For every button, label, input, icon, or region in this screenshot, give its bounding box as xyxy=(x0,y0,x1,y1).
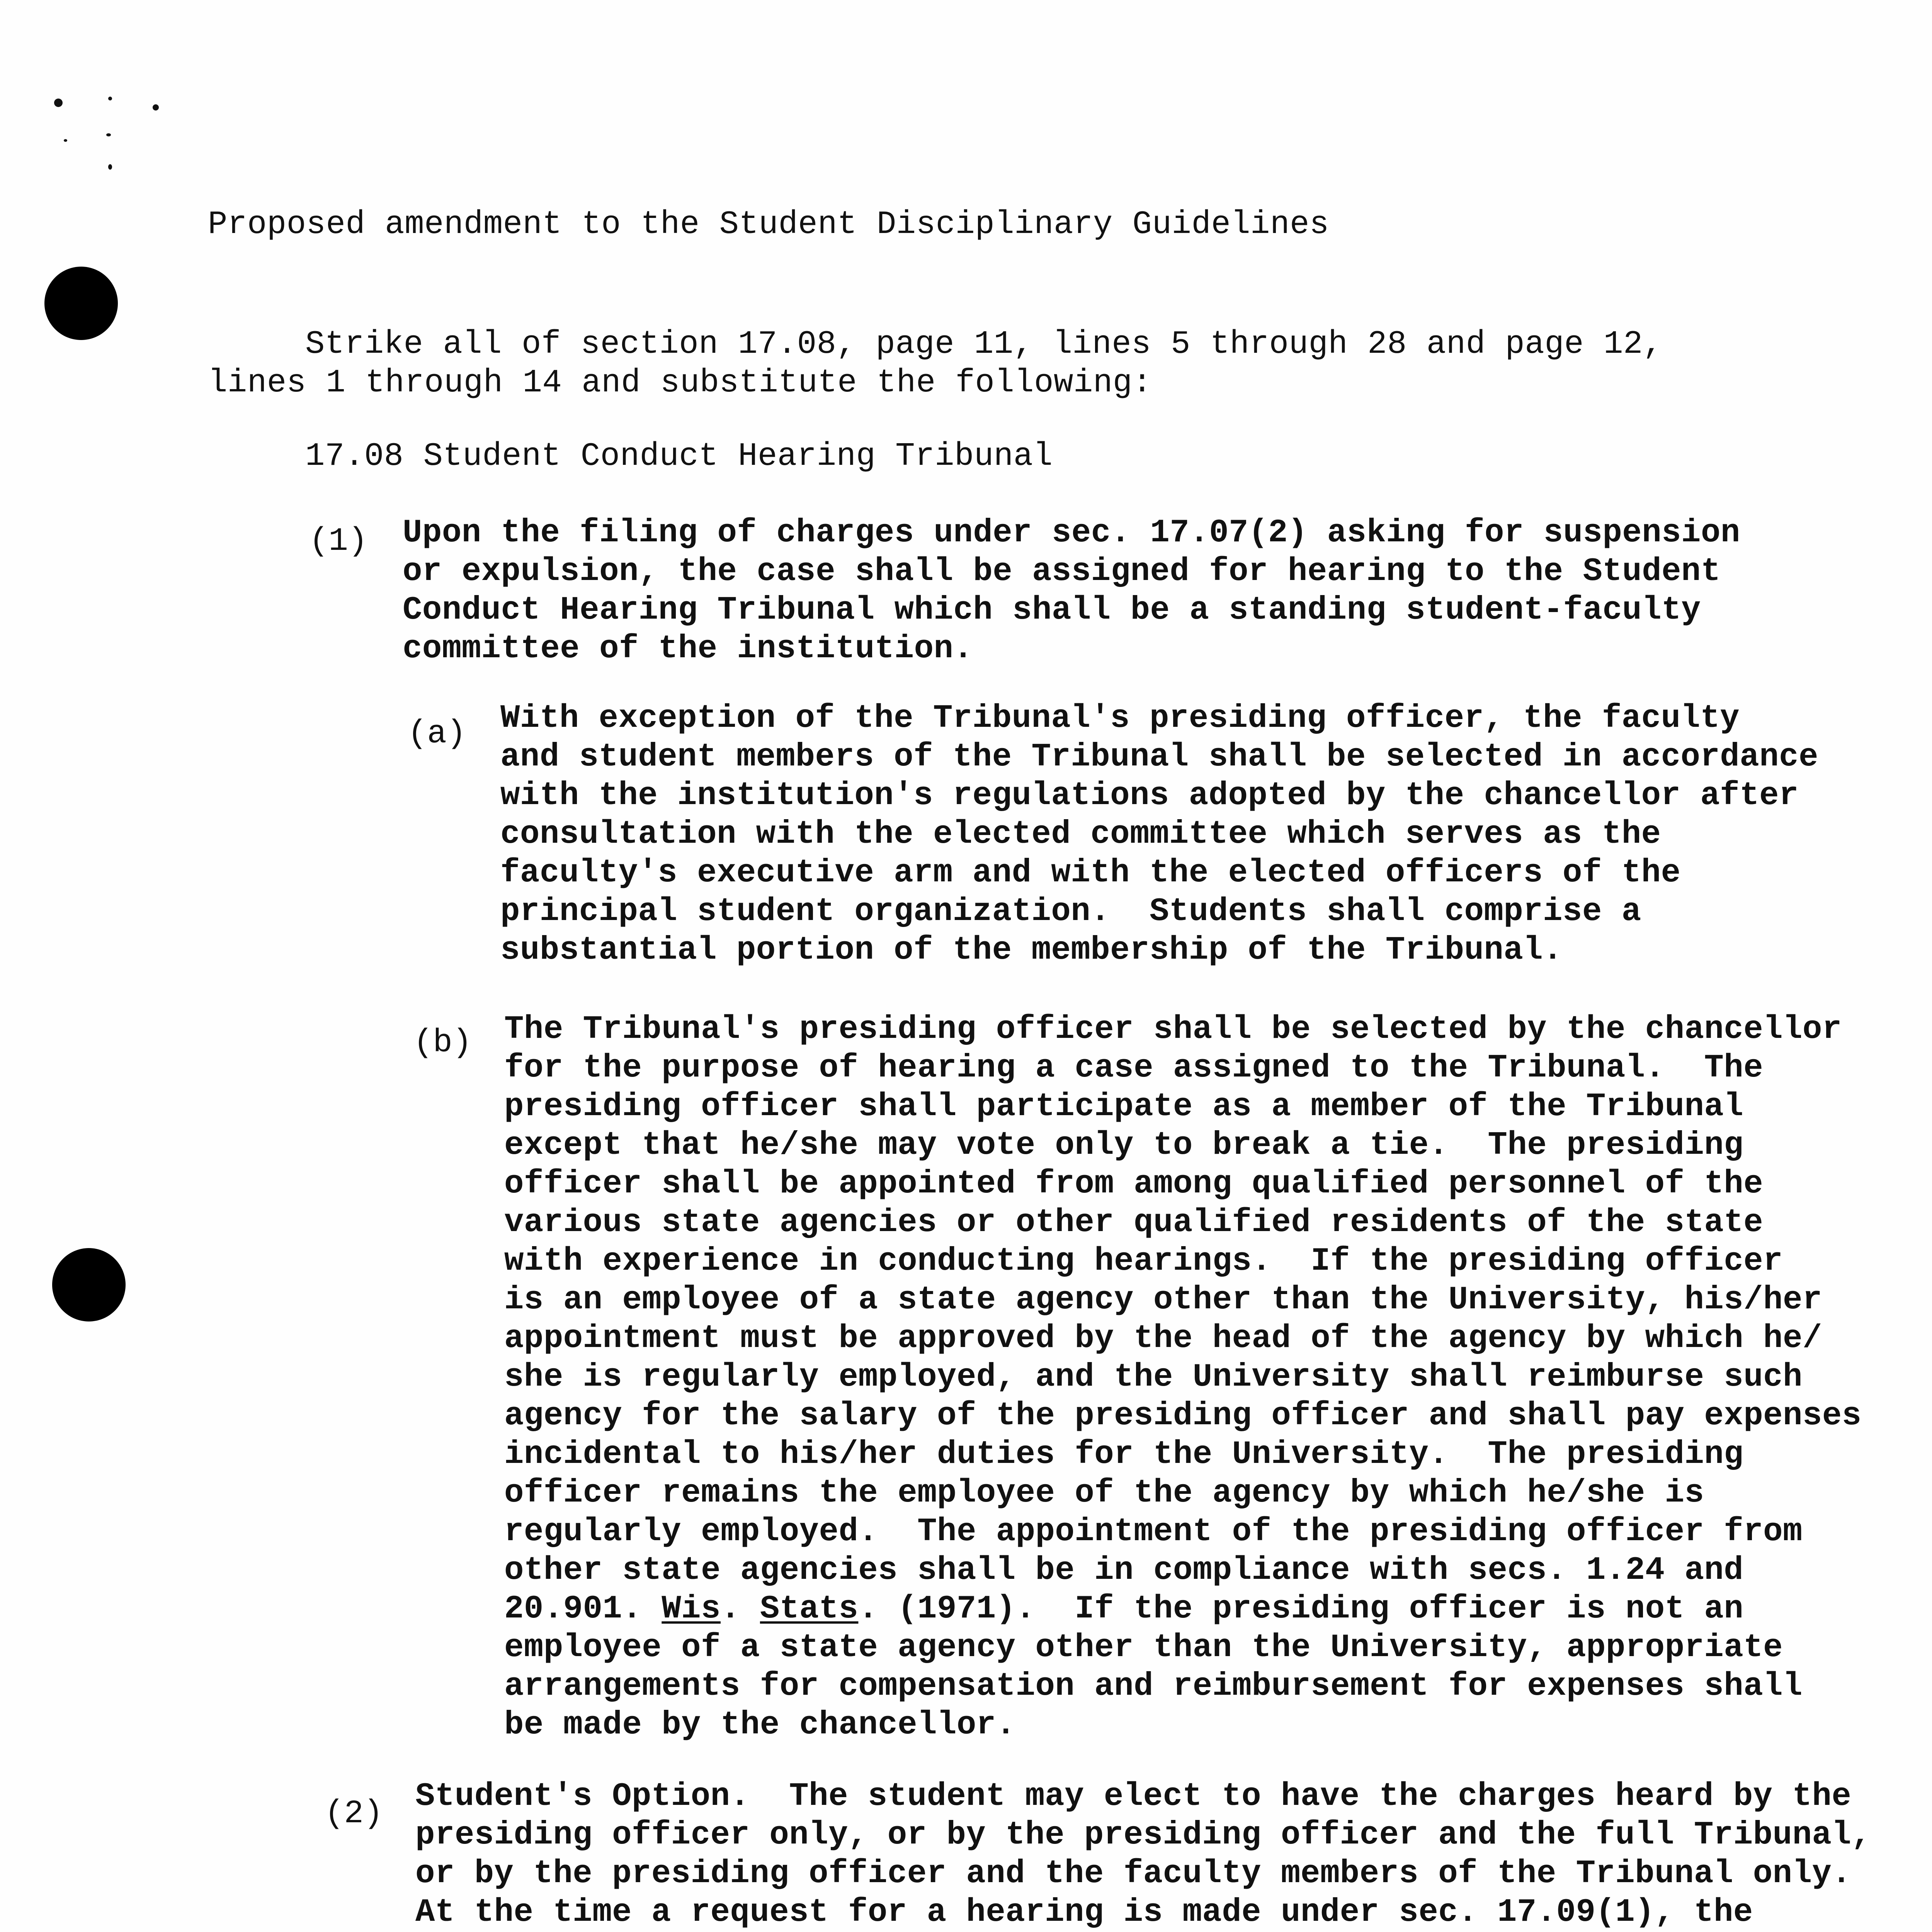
paragraph-a-label: (a) xyxy=(408,716,466,752)
scan-speck xyxy=(54,99,63,107)
citation-prefix: 20.901. xyxy=(504,1591,662,1628)
text-line: for the purpose of hearing a case assigned to the Tribunal. The xyxy=(504,1050,1764,1087)
text-line: Upon the filing of charges under sec. 17.07(2) asking for suspension xyxy=(403,515,1740,551)
subsection-1-label: (1) xyxy=(309,523,368,560)
text-line: The Tribunal's presiding officer shall be selected by the chancellor xyxy=(504,1011,1842,1048)
text-line: Student's Option. The student may elect to have the charges heard by the xyxy=(415,1778,1852,1815)
document-title: Proposed amendment to the Student Disciplinary Guidelines xyxy=(208,206,1329,243)
scan-speck xyxy=(106,133,111,136)
text-line: With exception of the Tribunal's presiding officer, the faculty xyxy=(500,700,1740,737)
text-line: officer shall be appointed from among qualified personnel of the xyxy=(504,1166,1764,1202)
instruction-line-2: lines 1 through 14 and substitute the following: xyxy=(208,365,1152,401)
punch-hole-top xyxy=(44,267,118,340)
text-line: At the time a request for a hearing is made under sec. 17.09(1), the xyxy=(415,1894,1753,1931)
text-line: with experience in conducting hearings. If the presiding officer xyxy=(504,1243,1783,1280)
citation-mid: . xyxy=(721,1591,760,1628)
text-line: Conduct Hearing Tribunal which shall be a standing student-faculty xyxy=(403,592,1701,629)
text-line: or by the presiding officer and the faculty members of the Tribunal only. xyxy=(415,1855,1852,1892)
paragraph-b-label: (b) xyxy=(413,1025,472,1061)
text-line: presiding officer only, or by the presiding officer and the full Tribunal, xyxy=(415,1817,1871,1854)
text-line: officer remains the employee of the agency by which he/she is xyxy=(504,1475,1704,1512)
paragraph-a-text xyxy=(500,699,1818,970)
text-line: consultation with the elected committee which serves as the xyxy=(500,816,1661,853)
text-line: agency for the salary of the presiding officer and shall pay expenses xyxy=(504,1398,1862,1434)
text-line: faculty's executive arm and with the elected officers of the xyxy=(500,855,1681,891)
citation-stats: Stats xyxy=(760,1591,859,1628)
text-line: other state agencies shall be in compliance with secs. 1.24 and xyxy=(504,1552,1744,1589)
text-line: presiding officer shall participate as a member of the Tribunal xyxy=(504,1088,1744,1125)
citation-wis: Wis xyxy=(662,1591,721,1628)
punch-hole-middle xyxy=(52,1248,126,1321)
text-line: incidental to his/her duties for the University. The presiding xyxy=(504,1436,1744,1473)
text-line: and student members of the Tribunal shall be selected in accordance xyxy=(500,739,1818,776)
text-line: or expulsion, the case shall be assigned for hearing to the Student xyxy=(403,553,1721,590)
text-line: arrangements for compensation and reimbursement for expenses shall xyxy=(504,1668,1803,1705)
citation-suffix: . (1971). If the presiding officer is not an xyxy=(858,1591,1744,1628)
subsection-2-label: (2) xyxy=(325,1796,383,1832)
subsection-2-text xyxy=(415,1777,1871,1932)
citation-line xyxy=(504,1590,1862,1629)
text-line: is an employee of a state agency other than the University, his/her xyxy=(504,1282,1822,1318)
text-line: be made by the chancellor. xyxy=(504,1707,1016,1743)
text-line: regularly employed. The appointment of the presiding officer from xyxy=(504,1514,1803,1550)
scan-speck xyxy=(153,104,159,111)
text-line: she is regularly employed, and the University shall reimburse such xyxy=(504,1359,1803,1396)
subsection-1-text xyxy=(403,514,1740,668)
paragraph-b-text xyxy=(504,1010,1862,1745)
text-line: employee of a state agency other than the University, appropriate xyxy=(504,1629,1783,1666)
section-heading: 17.08 Student Conduct Hearing Tribunal xyxy=(305,438,1053,475)
text-line: appointment must be approved by the head of the agency by which he/ xyxy=(504,1320,1822,1357)
instruction-line-1: Strike all of section 17.08, page 11, lines 5 through 28 and page 12, xyxy=(305,326,1663,363)
text-line: substantial portion of the membership of the Tribunal. xyxy=(500,932,1563,969)
text-line: committee of the institution. xyxy=(403,631,973,667)
text-line: except that he/she may vote only to break a tie. The presiding xyxy=(504,1127,1744,1164)
scan-speck xyxy=(108,164,112,170)
text-line: with the institution's regulations adopted by the chancellor after xyxy=(500,777,1799,814)
text-line: principal student organization. Students shall comprise a xyxy=(500,893,1641,930)
scan-speck xyxy=(64,139,67,142)
scan-speck xyxy=(108,97,112,100)
text-line: various state agencies or other qualified residents of the state xyxy=(504,1204,1764,1241)
